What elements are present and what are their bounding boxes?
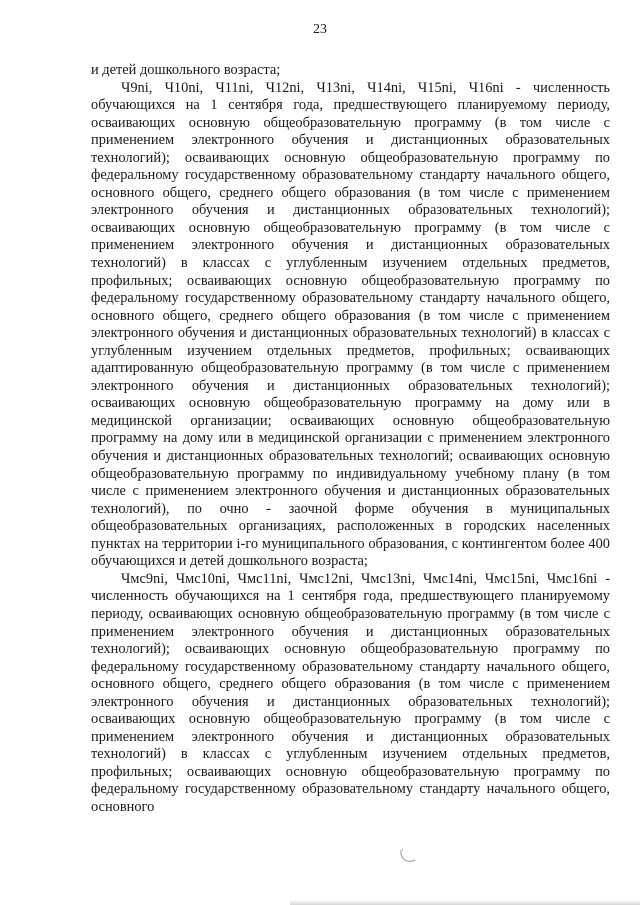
paragraph-chms-definition: Чмс9ni, Чмс10ni, Чмс11ni, Чмс12ni, Чмс13ni, Чмс14ni, Чмс15ni, Чмс16ni - численность обучающихся на 1 сентября года, предшествующего планируемому периоду, осваивающих основную общеобразовательную программу (в том числе с применением электронного обучения и дистанционных образовательных технологий); осваивающих основную общеобразовательную программу по федеральному государственному образовательному стандарту начального общего, основного общего, среднего общего образования (в том числе с применением электронного обучения и дистанционных образовательных технологий); осваивающих основную общеобразовательную программу (в том числе с применением электронного обучения и дистанционных образовательных технологий) в классах с углубленным изучением отдельных предметов, профильных; осваивающих основную общеобразовательную программу по федеральному государственному образовательному стандарту начального общего, основного [91, 570, 610, 815]
scan-bottom-edge [290, 900, 640, 905]
scan-mark-icon [398, 846, 418, 866]
paragraph-continuation: и детей дошкольного возраста; [91, 62, 281, 78]
body-text [91, 62, 610, 817]
page-number: 23 [313, 22, 327, 37]
paragraph-ch-definition: Ч9ni, Ч10ni, Ч11ni, Ч12ni, Ч13ni, Ч14ni, Ч15ni, Ч16ni - численность обучающихся на 1 сентября года, предшествующего планируемому периоду, осваивающих основную общеобразовательную программу (в том числе с применением электронного обучения и дистанционных образовательных технологий); осваивающих основную общеобразовательную программу по федеральному государственному образовательному стандарту начального общего, основного общего, среднего общего образования (в том числе с применением электронного обучения и дистанционных образовательных технологий); осваивающих основную общеобразовательную программу (в том числе с применением электронного обучения и дистанционных образовательных технологий) в классах с углубленным изучением отдельных предметов, профильных; осваивающих основную общеобразовательную программу по федеральному государственному образовательному стандарту начального общего, основного общего, среднего общего образования (в том числе с применением электронного обучения и дистанционных образовательных технологий) в классах с углубленным изучением отдельных предметов, профильных; осваивающих адаптированную общеобразовательную программу (в том числе с применением электронного обучения и дистанционных образовательных технологий); осваивающих основную общеобразовательную программу на дому или в медицинской организации; осваивающих основную общеобразовательную программу на дому или в медицинской организации с применением электронного обучения и дистанционных образовательных технологий; осваивающих основную общеобразовательную программу по индивидуальному учебному плану (в том числе с применением электронного обучения и дистанционных образовательных технологий), по очно - заочной форме обучения в муниципальных общеобразовательных организациях, расположенных в городских населенных пунктах на территории i-го муниципального образования, с контингентом более 400 обучающихся и детей дошкольного возраста; [91, 79, 610, 570]
